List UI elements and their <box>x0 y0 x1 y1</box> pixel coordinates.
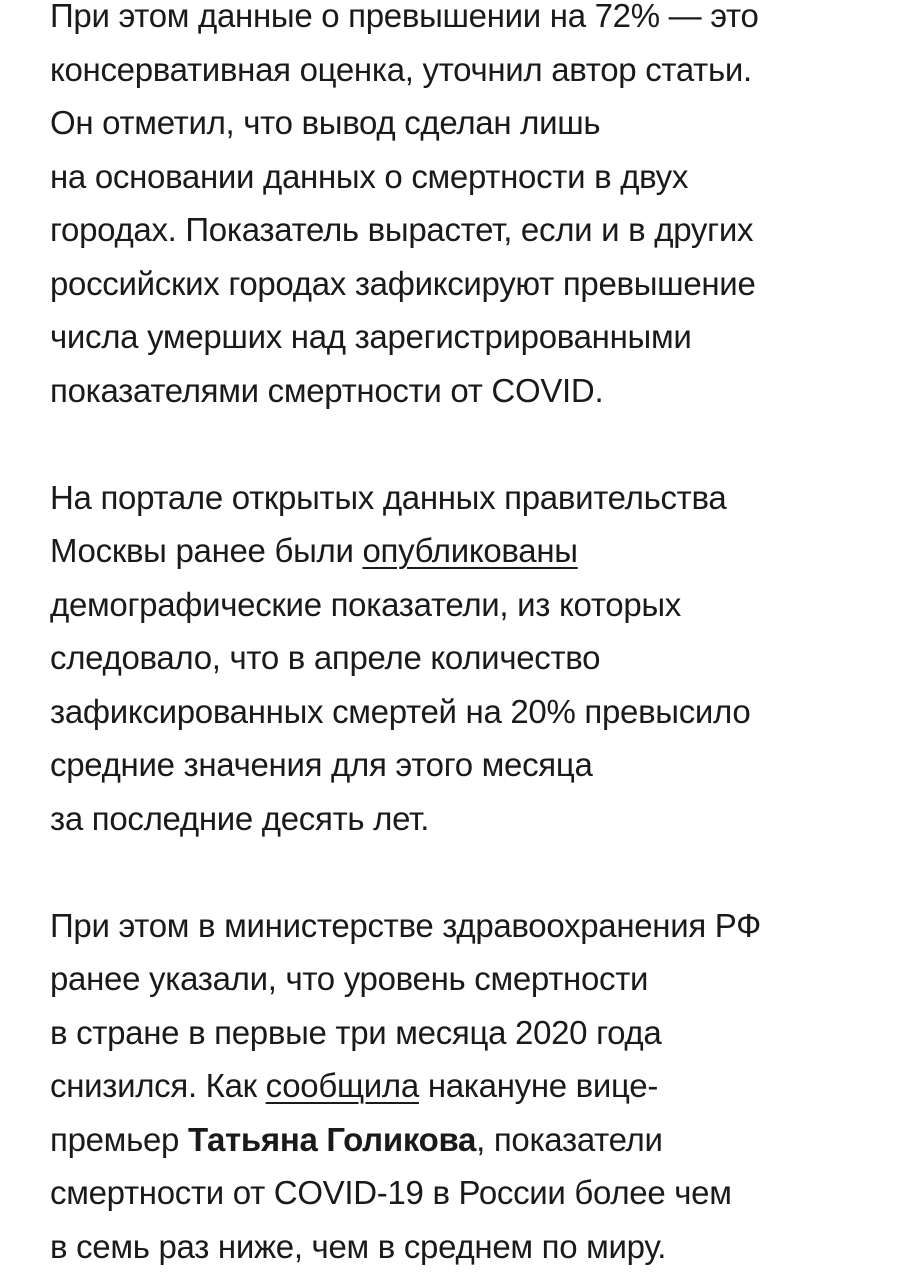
text-line: При этом данные о превышении на 72% — это <box>50 0 759 34</box>
text-fragment: премьер <box>50 1120 188 1158</box>
text-line: зафиксированных смертей на 20% превысило <box>50 692 751 730</box>
text-line: показателями смертности от COVID. <box>50 371 604 409</box>
paragraph-health-ministry <box>50 899 890 1274</box>
text-fragment: накануне вице- <box>418 1067 659 1104</box>
paragraph-spacer <box>50 845 890 899</box>
published-link[interactable]: опубликованы <box>362 532 578 569</box>
text-fragment: Москвы ранее были <box>50 532 363 569</box>
paragraph-spacer <box>50 417 890 471</box>
text-line: Он отметил, что вывод сделан лишь <box>50 104 601 141</box>
text-line: демографические показатели, из которых <box>50 585 682 623</box>
text-line: городах. Показатель вырастет, если и в других <box>50 211 754 248</box>
text-line <box>50 1059 890 1113</box>
reported-link[interactable]: сообщила <box>265 1067 419 1104</box>
paragraph-excess-mortality <box>50 0 890 417</box>
text-line: На портале открытых данных правительства <box>50 478 727 516</box>
text-fragment: , показатели <box>476 1120 663 1158</box>
text-line: При этом в министерстве здравоохранения РФ <box>50 906 761 944</box>
text-line: в стране в первые три месяца 2020 года <box>50 1013 662 1051</box>
text-fragment: снизился. Как <box>50 1067 266 1104</box>
text-line: следовало, что в апреле количество <box>50 639 601 676</box>
text-line: консервативная оценка, уточнил автор статьи. <box>50 50 752 88</box>
text-line <box>50 1113 890 1167</box>
text-line: числа умерших над зарегистрированными <box>50 318 692 355</box>
text-line: на основании данных о смертности в двух <box>50 157 689 195</box>
paragraph-moscow-open-data <box>50 471 890 846</box>
text-line: средние значения для этого месяца <box>50 746 593 783</box>
person-name: Татьяна Голикова <box>187 1120 477 1158</box>
article-body <box>50 0 890 1273</box>
text-line: в семь раз ниже, чем в среднем по миру. <box>50 1227 667 1265</box>
text-line: российских городах зафиксируют превышение <box>50 264 756 302</box>
text-line <box>50 524 890 578</box>
text-line: ранее указали, что уровень смертности <box>50 960 649 997</box>
text-line: за последние десять лет. <box>50 799 430 837</box>
text-line: смертности от COVID-19 в России более чем <box>50 1174 732 1211</box>
